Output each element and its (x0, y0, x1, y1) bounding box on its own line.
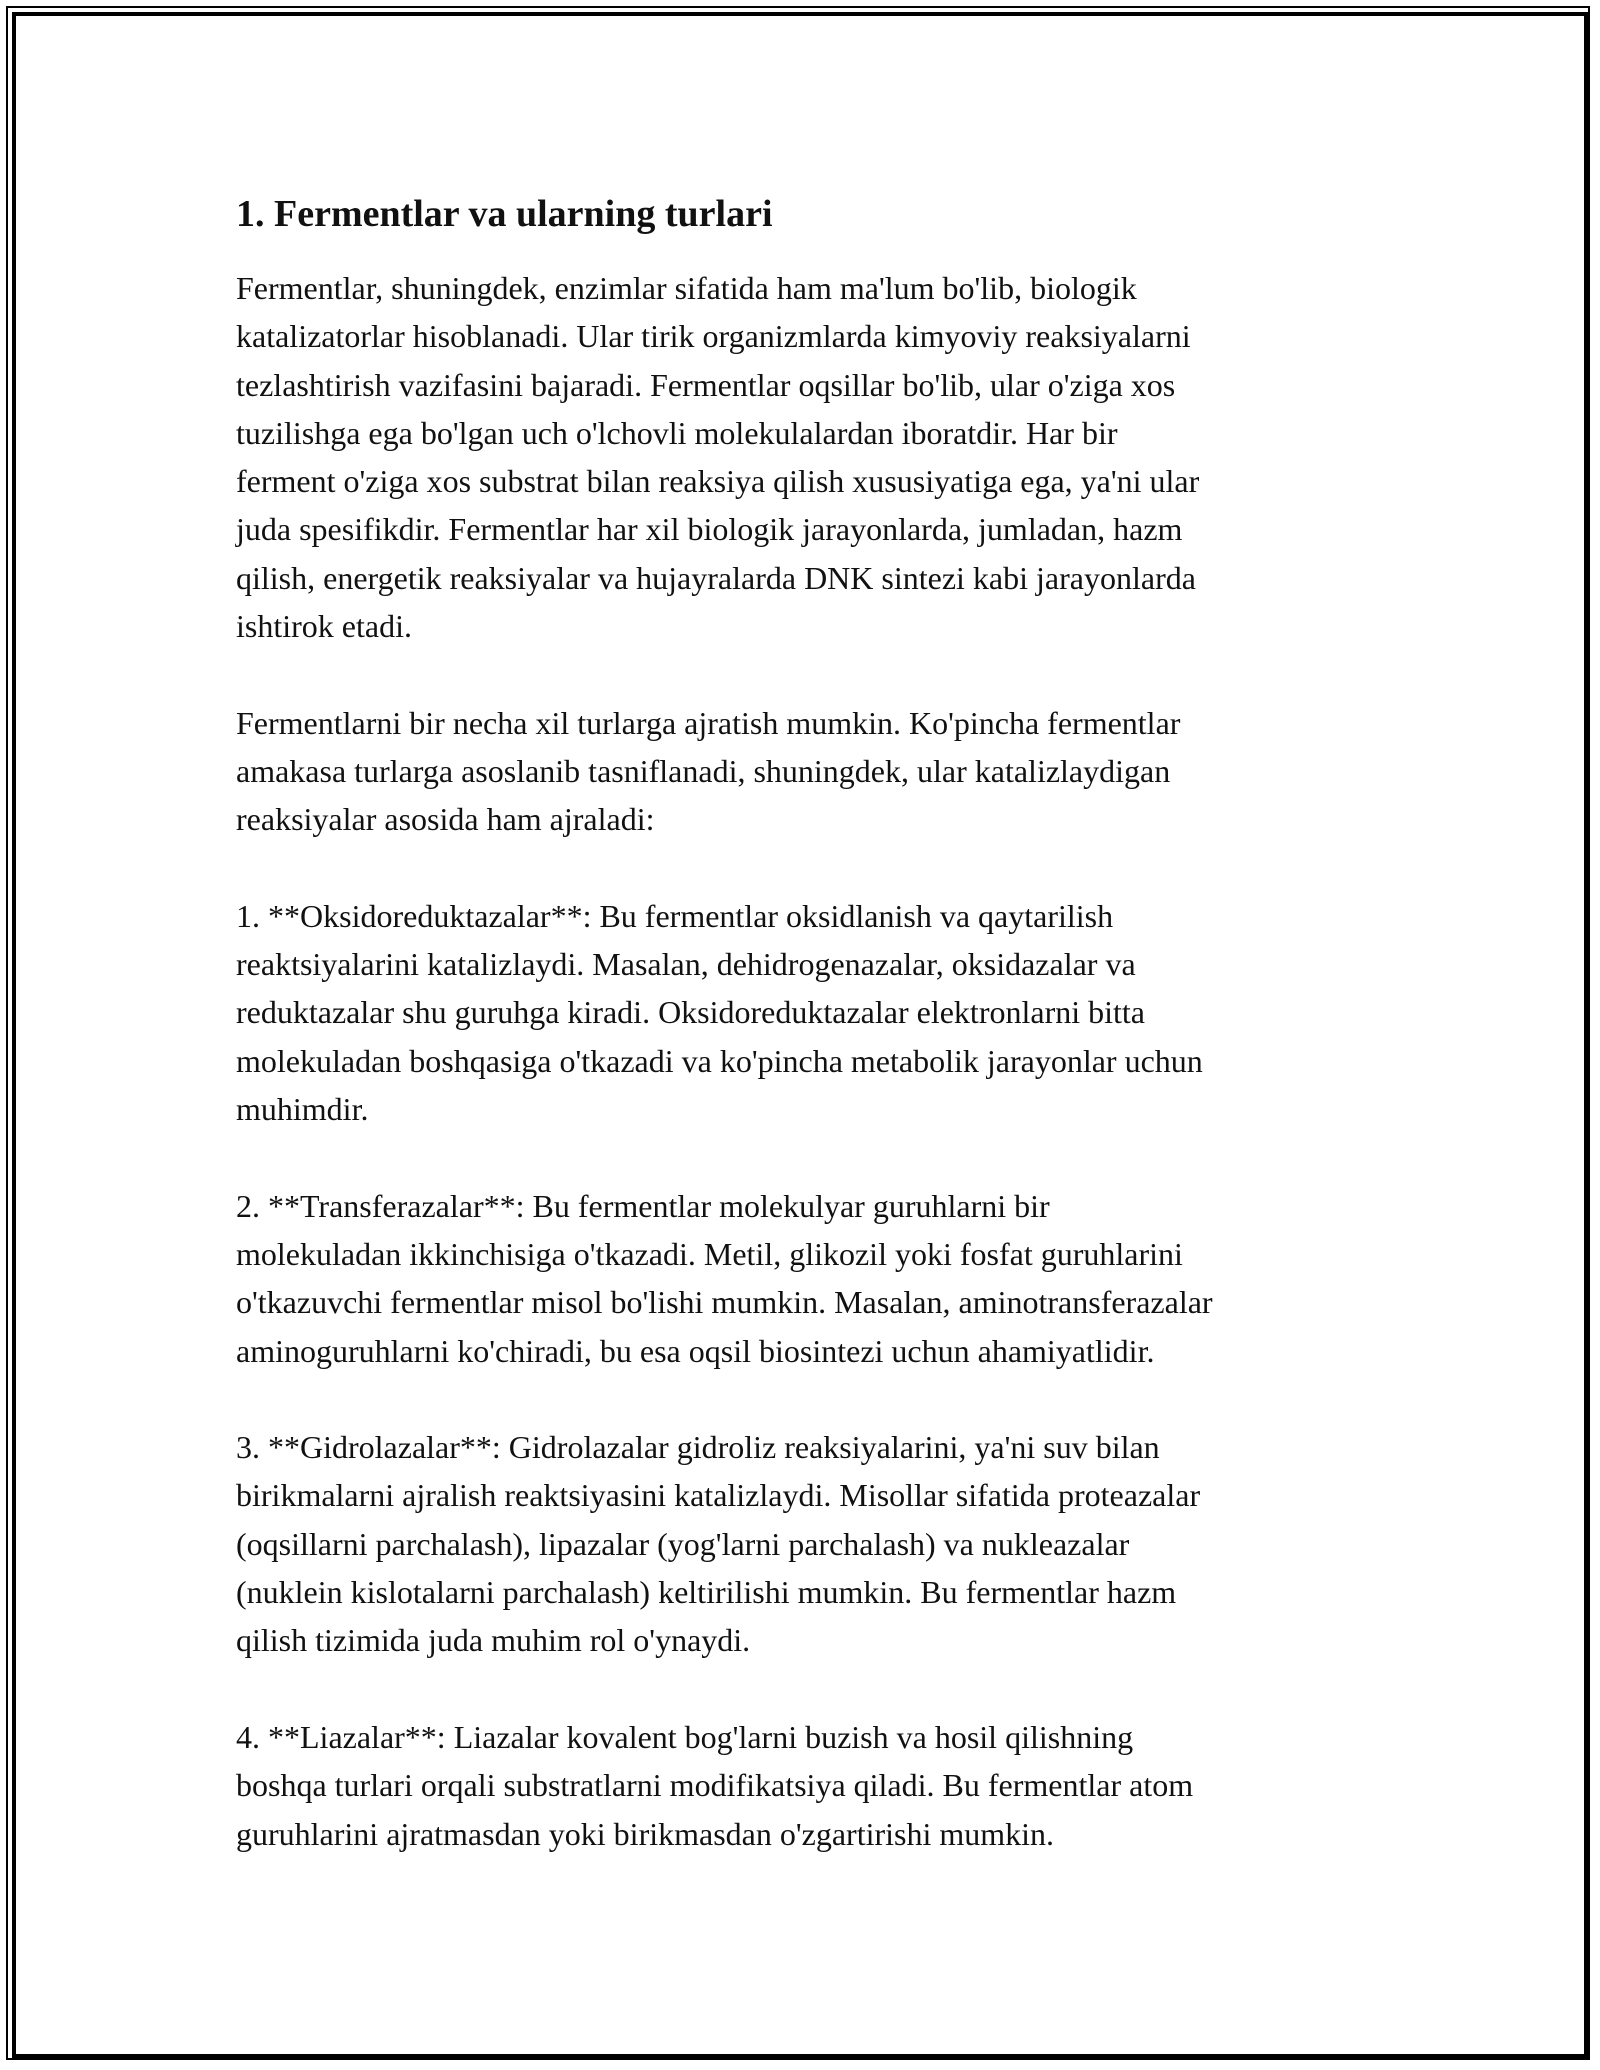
classification-paragraph: Fermentlarni bir necha xil turlarga ajratish mumkin. Ko'pincha fermentlar amakasa turlarga asoslanib tasniflanadi, shuningdek, ular katalizlaydigan reaksiyalar asosida ham ajraladi: (236, 704, 1181, 838)
list-item-oksidoreduktazalar: 1. **Oksidoreduktazalar**: Bu fermentlar oksidlanish va qaytarilish reaktsiyalarini katalizlaydi. Masalan, dehidrogenazalar, oksidazalar va reduktazalar shu guruhga kiradi. Oksidoreduktazalar elektronlarni bitta molekuladan boshqasiga o'tkazadi va ko'pincha metabolik jarayonlar uchun muhimdir. (236, 897, 1203, 1128)
list-item-liazalar: 4. **Liazalar**: Liazalar kovalent bog'larni buzish va hosil qilishning boshqa turlari orqali substratlarni modifikatsiya qiladi. Bu fermentlar atom guruhlarini ajratmasdan yoki birikmasdan o'zgartirishi mumkin. (236, 1718, 1194, 1852)
intro-paragraph: Fermentlar, shuningdek, enzimlar sifatida ham ma'lum bo'lib, biologik katalizatorlar hisoblanadi. Ular tirik organizmlarda kimyoviy reaksiyalarni tezlashtirish vazifasini bajaradi. Fermentlar oqsillar bo'lib, ular o'ziga xos tuzilishga ega bo'lgan uch o'lchovli molekulalardan iboratdir. Har bir ferment o'ziga xos substrat bilan reaksiya qilish xususiyatiga ega, ya'ni ular juda spesifikdir. Fermentlar har xil biologik jarayonlarda, jumladan, hazm qilish, energetik reaksiyalar va hujayralarda DNK sintezi kabi jarayonlarda ishtirok etadi. (236, 270, 1200, 645)
list-item-transferazalar: 2. **Transferazalar**: Bu fermentlar molekulyar guruhlarni bir molekuladan ikkinchisiga o'tkazadi. Metil, glikozil yoki fosfat guruhlarini o'tkazuvchi fermentlar misol bo'lishi mumkin. Masalan, aminotransferazalar aminoguruhlarni ko'chiradi, bu esa oqsil biosintezi uchun ahamiyatlidir. (236, 1187, 1213, 1369)
document-body (236, 190, 1396, 1906)
list-item-gidrolazalar: 3. **Gidrolazalar**: Gidrolazalar gidroliz reaksiyalarini, ya'ni suv bilan birikmalarni ajralish reaktsiyasini katalizlaydi. Misollar sifatida proteazalar (oqsillarni parchalash), lipazalar (yog'larni parchalash) va nukleazalar (nuklein kislotalarni parchalash) keltirilishi mumkin. Bu fermentlar hazm qilish tizimida juda muhim rol o'ynaydi. (236, 1429, 1201, 1659)
section-title: 1. Fermentlar va ularning turlari (236, 193, 773, 235)
